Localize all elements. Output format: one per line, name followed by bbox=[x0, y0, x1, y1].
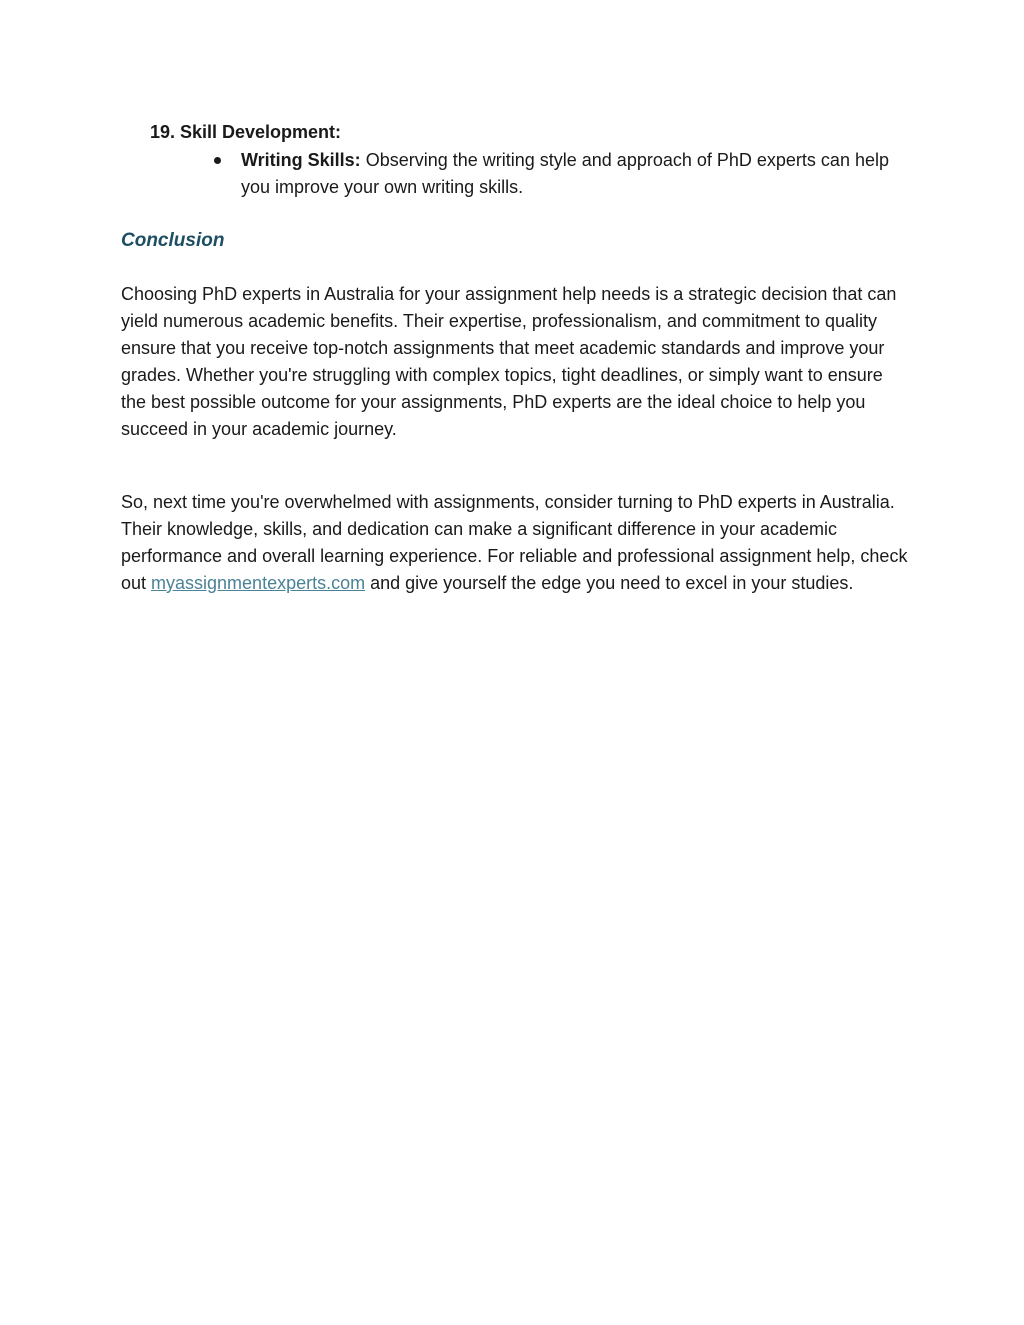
bullet-icon bbox=[214, 157, 221, 164]
myassignmentexperts-link[interactable]: myassignmentexperts.com bbox=[151, 573, 366, 593]
bullet-label: Writing Skills: bbox=[241, 150, 361, 170]
list-number: 19. bbox=[150, 122, 176, 142]
bullet-text bbox=[241, 147, 904, 201]
numbered-list-item bbox=[150, 119, 341, 146]
paragraph-text-before-link: So, next time you're overwhelmed with assignments, consider turning to PhD experts in Australia. Their knowledge, skills, and dedication can make a significant difference in your academic performance and overall learning experience. For reliable and professional assignment help, check out bbox=[121, 492, 908, 593]
conclusion-paragraph-2 bbox=[121, 489, 911, 597]
bullet-list-item bbox=[214, 147, 904, 201]
bullet-body: Observing the writing style and approach of PhD experts can help you improve your own writing skills. bbox=[241, 150, 889, 197]
conclusion-paragraph-1: Choosing PhD experts in Australia for your assignment help needs is a strategic decision that can yield numerous academic benefits. Their expertise, professionalism, and commitment to quality ensure that you receive top-notch assignments that meet academic standards and improve your grades. Whether you're struggling with complex topics, tight deadlines, or simply want to ensure the best possible outcome for your assignments, PhD experts are the ideal choice to help you succeed in your academic journey. bbox=[121, 284, 897, 439]
list-item-title: Skill Development: bbox=[180, 122, 342, 142]
conclusion-heading: Conclusion bbox=[121, 230, 225, 251]
paragraph-text-after-link: and give yourself the edge you need to excel in your studies. bbox=[365, 573, 854, 593]
